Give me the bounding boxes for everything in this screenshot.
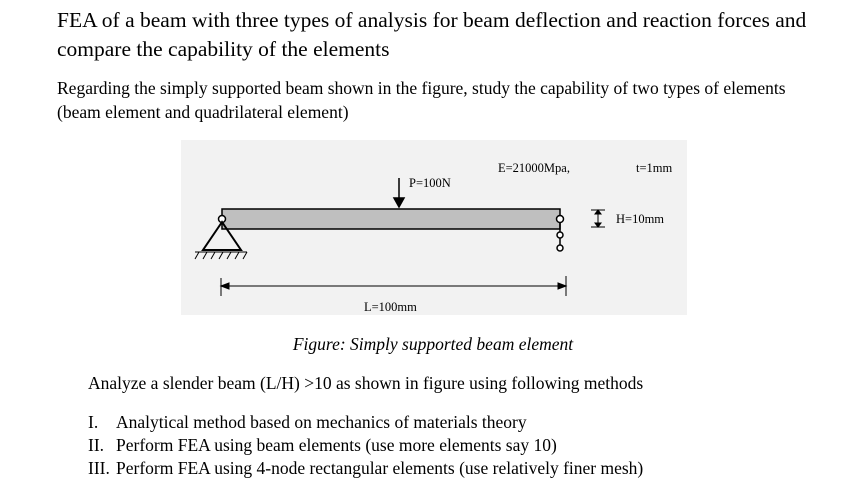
list-item-text: Perform FEA using beam elements (use more elements say 10)	[116, 435, 557, 455]
modulus-label: E=21000Mpa,	[498, 161, 570, 175]
height-dimension-icon	[591, 210, 605, 227]
length-label: L=100mm	[364, 300, 417, 314]
methods-list	[88, 411, 828, 480]
thickness-label: t=1mm	[636, 161, 673, 175]
list-item-number: II.	[88, 435, 105, 455]
beam-figure	[181, 140, 687, 315]
load-label: P=100N	[409, 176, 451, 190]
intro-paragraph: Regarding the simply supported beam shown in the figure, study the capability of two types of elements (beam element and quadrilateral element)	[57, 78, 786, 122]
figure-caption: Figure: Simply supported beam element	[292, 334, 574, 354]
list-item	[88, 434, 828, 457]
right-roller-icon	[557, 216, 564, 252]
list-item	[88, 457, 828, 480]
beam-diagram	[181, 140, 687, 315]
list-item	[88, 411, 828, 434]
length-dimension-icon	[221, 276, 566, 296]
list-item-number: I.	[88, 412, 99, 432]
list-item-number: III.	[88, 458, 110, 478]
list-item-text: Perform FEA using 4-node rectangular elements (use relatively finer mesh)	[116, 458, 644, 478]
load-arrow-icon	[394, 178, 404, 207]
ground-hatch-icon	[195, 252, 247, 259]
beam-body	[222, 209, 560, 229]
list-item-text: Analytical method based on mechanics of materials theory	[116, 412, 527, 432]
height-label: H=10mm	[616, 212, 665, 226]
page-title: FEA of a beam with three types of analysis for beam deflection and reaction forces and compare the capability of the elements	[57, 8, 807, 61]
analyze-instruction: Analyze a slender beam (L/H) >10 as shown in figure using following methods	[88, 373, 644, 393]
